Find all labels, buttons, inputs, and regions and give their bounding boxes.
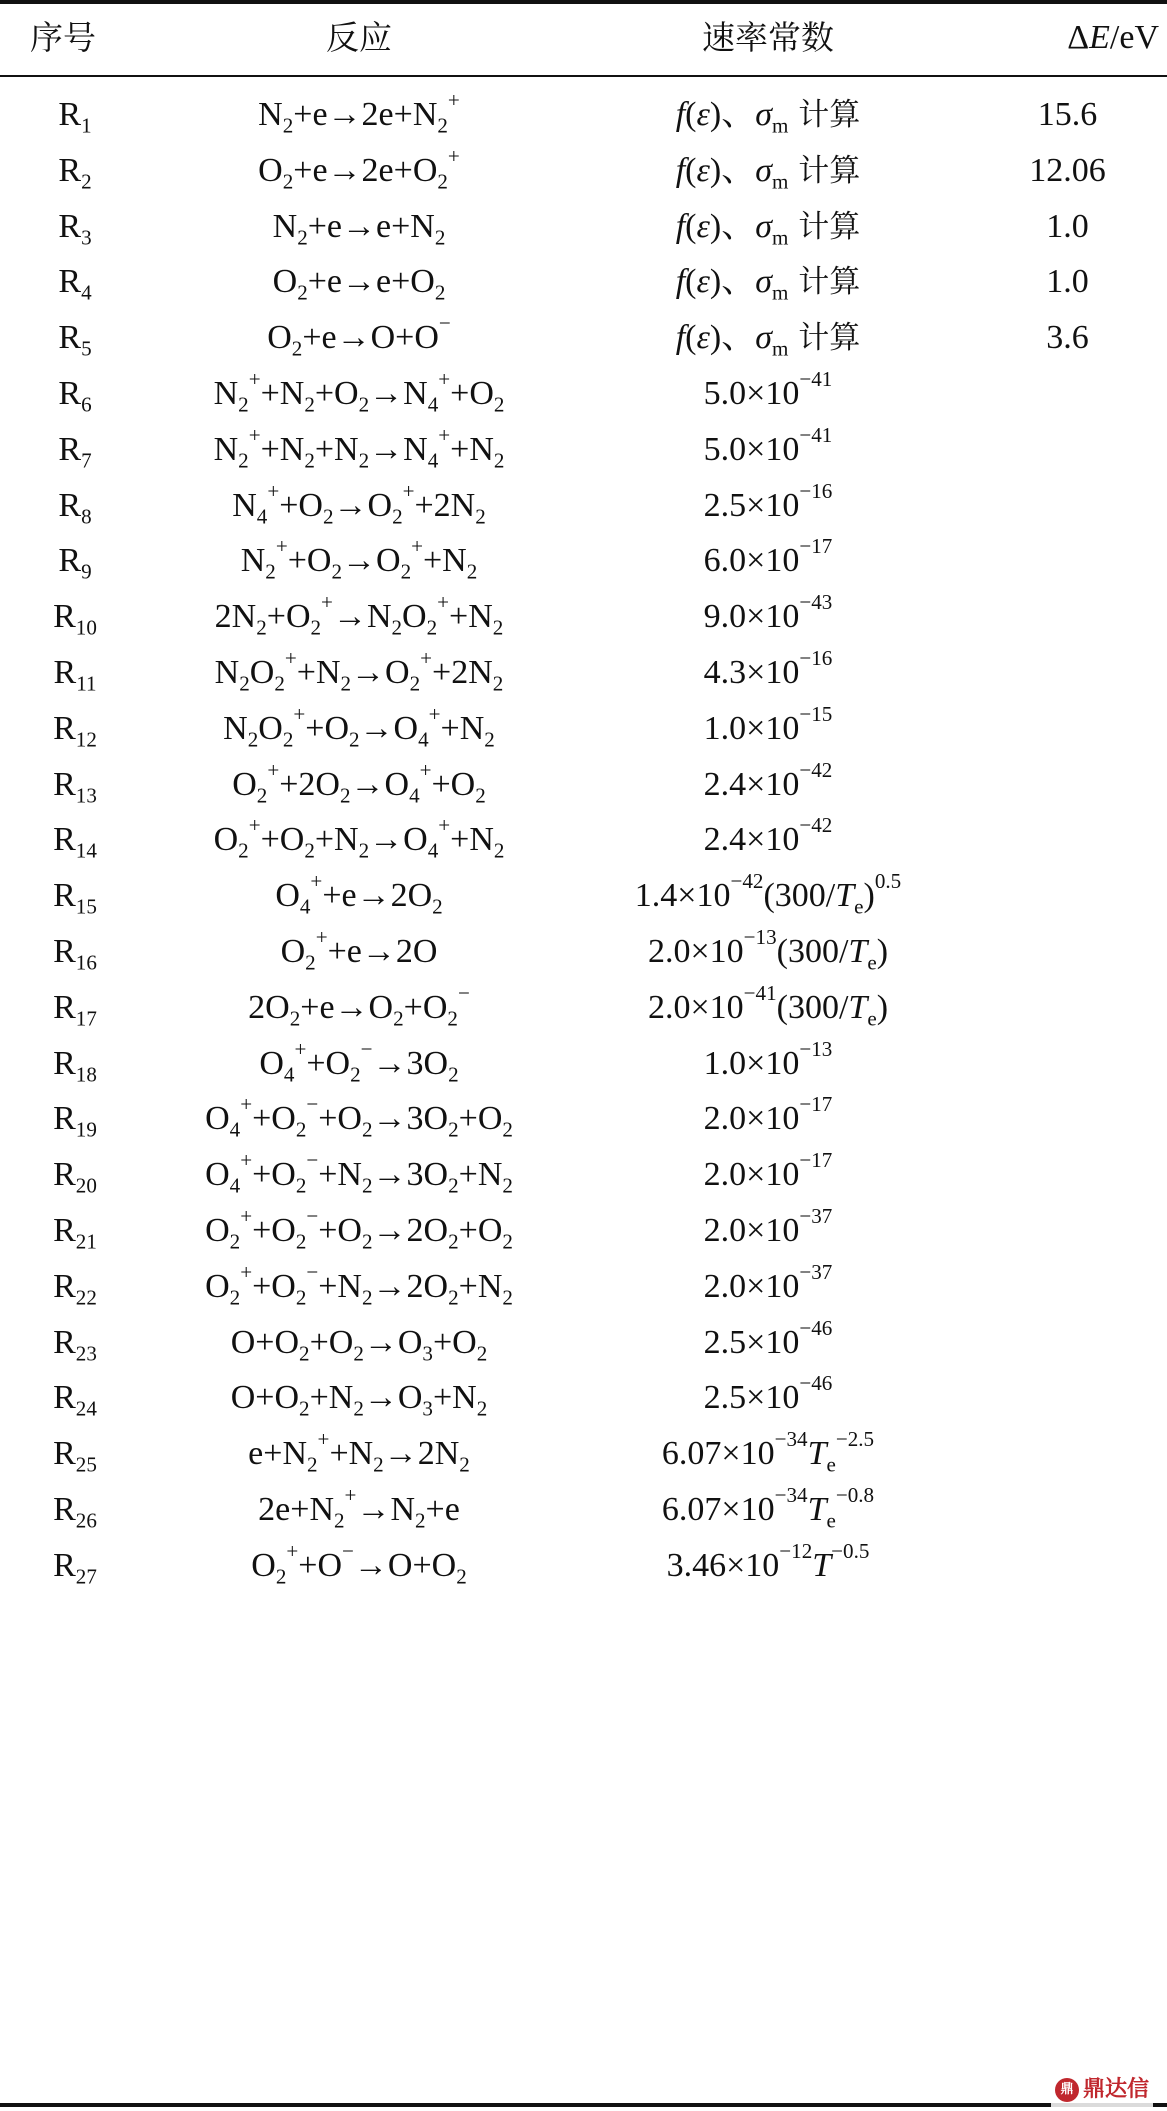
row-id: $R_4$ [58,263,92,305]
header-id: 序号 [30,18,96,57]
row-reaction: $O_2^++2O_2\to O_4^++O_2$ [232,757,486,807]
watermark-logo-icon: 鼎 [1055,2078,1079,2102]
table-row [0,1528,1167,1603]
row-reaction: $O_2+e\to O+O^-$ [267,311,451,361]
row-rate-constant: $5.0\times 10^{-41}$ [703,367,833,412]
row-id: $R_{12}$ [53,709,97,752]
row-id: $R_2$ [58,151,92,194]
row-id: $R_{13}$ [53,765,97,807]
row-reaction: $O_4^++O_2^-+N_2\to 3O_2+N_2$ [205,1148,513,1198]
row-delta-e: 3.6 [1046,319,1089,357]
row-rate-constant: $2.4\times 10^{-42}$ [703,813,833,859]
row-reaction: $N_2O_2^++N_2\to O_2^++2N_2$ [214,646,504,696]
row-reaction: $O_2^++O_2^-+N_2\to 2O_2+N_2$ [205,1259,513,1310]
row-reaction: $N_2^++N_2+O_2\to N_4^++O_2$ [213,367,505,417]
row-id: $R_{18}$ [53,1044,97,1086]
row-id: $R_{16}$ [53,933,97,975]
table-bottom-rule [0,2103,1167,2107]
header-rate: 速率常数 [702,18,834,57]
row-reaction: $N_2+e\to e+N_2$ [272,207,446,249]
row-rate-constant: $1.0\times 10^{-15}$ [703,701,833,747]
row-reaction: $e+N_2^++N_2\to 2N_2$ [248,1427,470,1477]
row-delta-e: 1.0 [1046,207,1089,245]
row-rate-constant: $6.07\times 10^{-34}T_e^{-0.8}$ [661,1483,875,1533]
row-reaction: $O+O_2+N_2\to O_3+N_2$ [230,1379,488,1421]
row-reaction: $O_2^++O^-\to O+O_2$ [251,1538,467,1589]
row-rate-constant: f(ε)、$\sigma_m$ 计算 [675,263,861,305]
row-id: $R_{10}$ [53,598,97,640]
row-id: $R_{24}$ [53,1379,97,1421]
row-id: $R_{26}$ [53,1491,97,1533]
row-id: $R_{20}$ [53,1156,97,1198]
row-reaction: $O_4^++e\to 2O_2$ [275,869,443,919]
row-id: $R_{15}$ [53,877,97,919]
row-reaction: $N_4^++O_2\to O_2^++2N_2$ [232,478,486,528]
row-rate-constant: $9.0\times 10^{-43}$ [703,590,833,636]
row-id: $R_{23}$ [53,1323,97,1365]
row-rate-constant: $1.0\times 10^{-13}$ [703,1036,833,1082]
watermark-text: 鼎达信 [1082,2077,1149,2102]
row-reaction: $2e+N_2^+\to N_2+e$ [258,1483,460,1533]
row-reaction: $2N_2+O_2^+\to N_2O_2^++N_2$ [214,590,504,640]
row-reaction: $N_2^++N_2+N_2\to N_4^++N_2$ [213,422,505,473]
row-rate-constant: $4.3\times 10^{-16}$ [703,646,833,691]
row-rate-constant: $2.0\times 10^{-41}(300/T_e)$ [647,980,889,1031]
row-delta-e: 15.6 [1037,96,1098,133]
row-rate-constant: $6.0\times 10^{-17}$ [703,534,833,580]
row-reaction: $2O_2+e\to O_2+O_2^-$ [248,980,470,1031]
row-rate-constant: $2.5\times 10^{-46}$ [703,1315,833,1361]
row-reaction: $N_2^++O_2\to O_2^++N_2$ [240,534,478,584]
row-delta-e: 12.06 [1029,151,1106,189]
row-rate-constant: $2.0\times 10^{-37}$ [703,1259,833,1305]
row-rate-constant: $2.0\times 10^{-17}$ [703,1148,833,1194]
row-rate-constant: $2.5\times 10^{-46}$ [703,1371,833,1417]
row-id: $R_{14}$ [53,821,97,863]
header-delta-e [968,0,1167,75]
row-rate-constant: $3.46\times 10^{-12}T^{-0.5}$ [666,1538,870,1584]
row-reaction: $O_2^++O_2^-+O_2\to 2O_2+O_2$ [205,1204,513,1254]
row-rate-constant: $5.0\times 10^{-41}$ [703,422,833,468]
row-id: $R_8$ [58,486,92,528]
table-header-row [0,0,1167,75]
row-rate-constant: f(ε)、$\sigma_m$ 计算 [675,319,861,361]
row-reaction: $N_2+e\to 2e+N_2^+$ [258,88,460,138]
row-reaction: $O_4^++O_2^-+O_2\to 3O_2+O_2$ [205,1092,513,1142]
row-rate-constant: $6.07\times 10^{-34}T_e^{-2.5}$ [661,1427,875,1477]
row-id: $R_6$ [58,375,92,417]
row-id: $R_{17}$ [53,988,97,1031]
row-rate-constant: $2.5\times 10^{-16}$ [703,478,833,524]
row-reaction: $O_2+e\to e+O_2$ [272,263,446,305]
row-id: $R_{25}$ [53,1435,97,1477]
row-id: $R_1$ [58,96,92,138]
row-id: $R_3$ [58,207,92,249]
row-rate-constant: $2.0\times 10^{-37}$ [703,1204,833,1249]
row-rate-constant: $2.0\times 10^{-17}$ [703,1092,833,1138]
row-reaction: $N_2O_2^++O_2\to O_4^++N_2$ [223,701,495,752]
row-id: $R_{11}$ [53,654,97,696]
row-rate-constant: $2.4\times 10^{-42}$ [703,757,833,803]
header-reaction: 反应 [326,18,392,57]
row-rate-constant: f(ε)、$\sigma_m$ 计算 [675,96,861,138]
row-reaction: $O+O_2+O_2\to O_3+O_2$ [230,1323,488,1365]
row-id: $R_9$ [58,542,92,584]
row-reaction: $O_2^++e\to 2O$ [280,925,438,975]
row-rate-constant: f(ε)、$\sigma_m$ 计算 [675,207,861,249]
row-rate-constant: $1.4\times 10^{-42}(300/T_e)^{0.5}$ [634,869,902,919]
row-delta-e [968,1528,1167,1603]
row-delta-e: 1.0 [1046,263,1089,301]
row-rate-constant: f(ε)、$\sigma_m$ 计算 [675,151,861,194]
row-id: $R_5$ [58,319,92,361]
row-id: $R_7$ [58,430,92,473]
watermark [1051,2073,1153,2107]
row-id: $R_{21}$ [53,1212,97,1254]
row-reaction: $O_2^++O_2+N_2\to O_4^++N_2$ [213,813,505,863]
header-delta-e-text: ΔE/eV [1067,19,1159,56]
row-id: $R_{19}$ [53,1100,97,1142]
row-reaction: $O_2+e\to 2e+O_2^+$ [258,143,460,194]
row-id: $R_{27}$ [53,1546,97,1589]
row-id: $R_{22}$ [53,1267,97,1310]
row-reaction: $O_4^++O_2^-\to 3O_2$ [259,1036,459,1086]
row-rate-constant: $2.0\times 10^{-13}(300/T_e)$ [647,925,889,975]
